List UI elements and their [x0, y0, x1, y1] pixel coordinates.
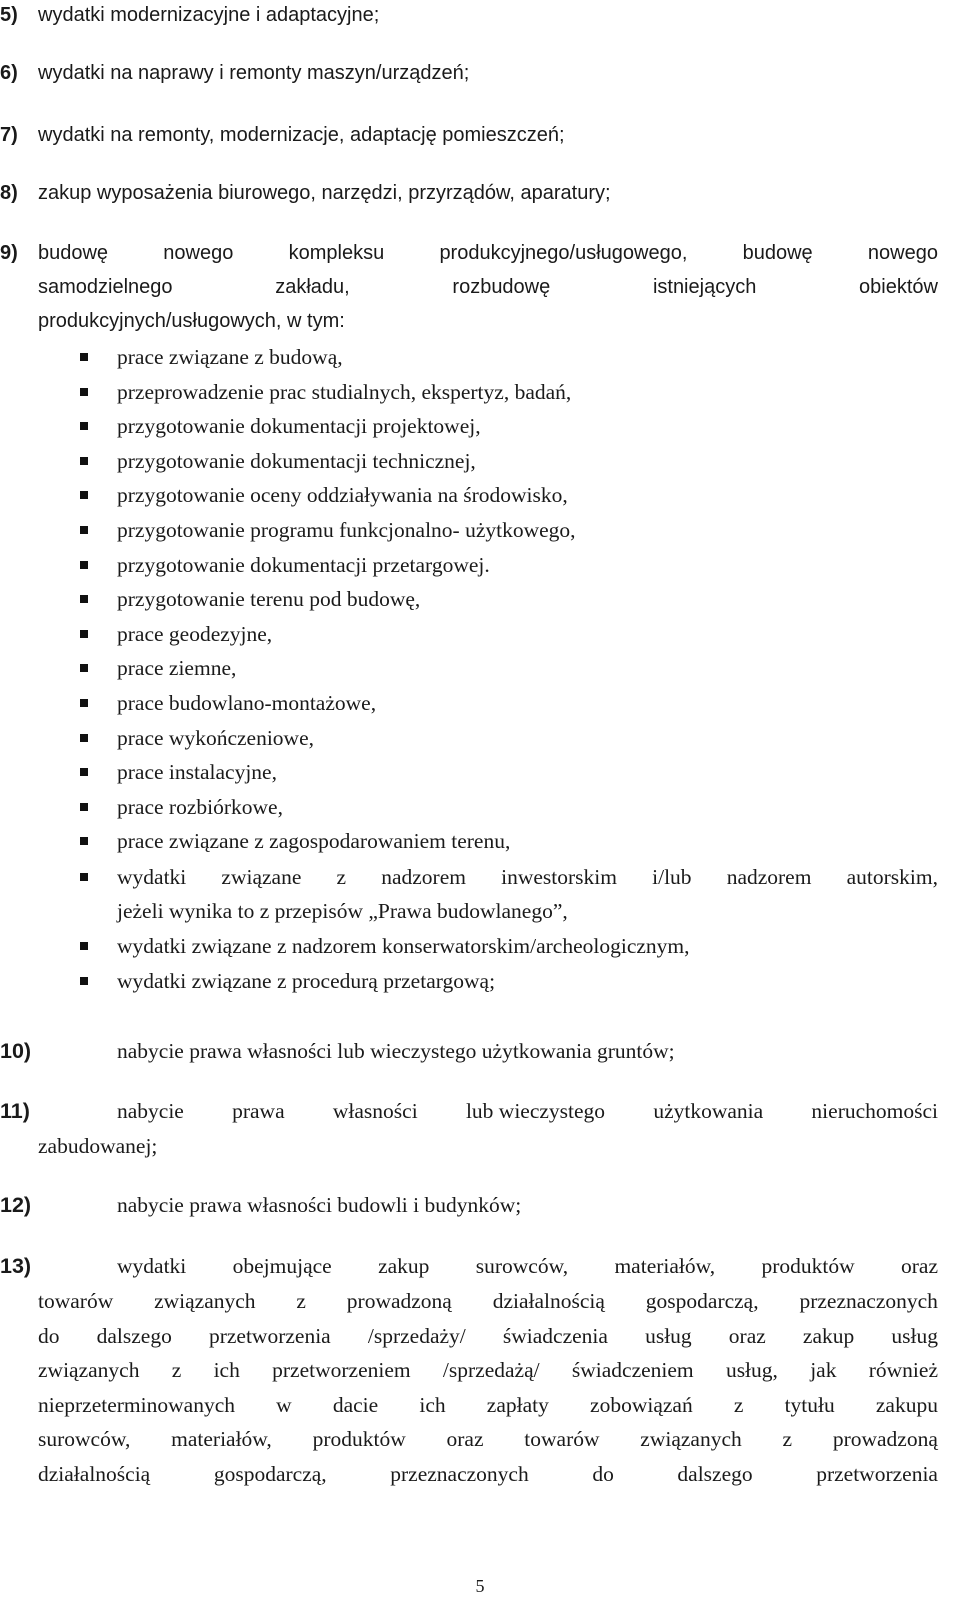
square-bullet-icon	[80, 422, 88, 430]
list-item-7	[0, 120, 565, 150]
list-item-5	[0, 0, 380, 30]
item-text: wydatki modernizacyjne i adaptacyjne;	[38, 4, 380, 26]
item-number: 8)	[0, 182, 18, 204]
item-number: 7)	[0, 124, 18, 146]
item-text-line: związanych z ich przetworzeniem /sprzedażą/ świadczeniem usług, jak również	[38, 1358, 938, 1383]
item-text-line: samodzielnego zakładu, rozbudowę istniejących obiektów	[38, 276, 938, 298]
page-number: 5	[475, 1576, 485, 1596]
item-text-line: towarów związanych z prowadzoną działalnością gospodarczą, przeznaczonych	[38, 1289, 938, 1313]
square-bullet-icon	[80, 873, 88, 881]
square-bullet-icon	[80, 803, 88, 811]
square-bullet-icon	[80, 837, 88, 845]
item-number: 9)	[0, 242, 18, 264]
square-bullet-icon	[80, 942, 88, 950]
item-number: 13)	[0, 1254, 32, 1278]
item-text: nabycie prawa własności lub wieczystego użytkowania gruntów;	[117, 1039, 675, 1063]
list-item-10	[0, 1036, 675, 1066]
square-bullet-icon	[80, 491, 88, 499]
list-item-8	[0, 178, 611, 208]
item-text-line: nieprzeterminowanych w dacie ich zapłaty zobowiązań z tytułu zakupu	[38, 1392, 938, 1417]
item-text: wydatki na remonty, modernizacje, adaptację pomieszczeń;	[38, 124, 565, 146]
square-bullet-icon	[80, 526, 88, 534]
square-bullet-icon	[80, 388, 88, 396]
item-text: nabycie prawa własności budowli i budynków;	[117, 1193, 522, 1217]
item-number: 11)	[0, 1099, 30, 1123]
item-text-line: produkcyjnych/usługowych, w tym:	[38, 310, 345, 332]
square-bullet-icon	[80, 664, 88, 672]
item-text-line: budowę nowego kompleksu produkcyjnego/usługowego, budowę nowego	[38, 242, 938, 264]
square-bullet-icon	[80, 595, 88, 603]
item-number: 6)	[0, 62, 18, 84]
square-bullet-icon	[80, 699, 88, 707]
square-bullet-icon	[80, 734, 88, 742]
square-bullet-icon	[80, 768, 88, 776]
square-bullet-icon	[80, 561, 88, 569]
square-bullet-icon	[80, 630, 88, 638]
list-item-11: 11) nabycie prawa własności lub wieczystego użytkowania nieruchomości	[0, 1099, 938, 1123]
square-bullet-icon	[80, 353, 88, 361]
list-item-12	[0, 1190, 522, 1220]
item-text-line: surowców, materiałów, produktów oraz towarów związanych z prowadzoną	[38, 1427, 938, 1452]
square-bullet-icon	[80, 977, 88, 985]
list-item-13: 13) wydatki obejmujące zakup surowców, materiałów, produktów oraz	[0, 1254, 938, 1278]
item-text-line: zabudowanej;	[38, 1134, 158, 1158]
item-number: 12)	[0, 1193, 32, 1217]
item-text: zakup wyposażenia biurowego, narzędzi, przyrządów, aparatury;	[38, 182, 611, 204]
item-number: 10)	[0, 1039, 32, 1063]
square-bullet-icon	[80, 457, 88, 465]
item-number: 5)	[0, 4, 18, 26]
document-page: 5) wydatki modernizacyjne i adaptacyjne; 6) wydatki na naprawy i remonty maszyn/urządzeń; 7) wydatki na remonty, modernizacje, adaptację pomieszczeń; 8) zakup wyposażenia biurowego, narzędzi, przyrządów, aparatury; 9) budowę nowego kompleksu produkcyjnego/usługowego, budowę nowego samodzielnego zakładu, rozbudowę istniejących obiektów produkcyjnych/usługowych, w tym: prace związane z budową, przeprowadzenie prac studialnych, ekspertyz, badań, przygotowanie dokumentacji projektowej, przygotowanie dokumentacji technicznej, przygotowanie oceny oddziaływania na środowisko, przygotowanie programu funkcjonalno- użytkowego, przygotowanie dokumentacji przetargowej. przygotowanie terenu pod budowę, prace geodezyjne, prace ziemne, prace budowlano-montażowe, prace wykończeniowe, prace instalacyjne, prace rozbiórkowe, prace związane z zagospodarowaniem terenu, wydatki związane z nadzorem inwestorskim i/lub nadzorem autorskim, jeżeli wynika to z przepisów „Prawa budowlanego”, wydatki związane z nadzorem konserwatorskim/archeologicznym, wydatki związane z procedurą przetargową; 10) nabycie prawa własności lub wieczystego użytkowania gruntów; 11) nabycie prawa własności lub wieczystego użytkowania nieruchomości zabudowanej; 12) nabycie prawa własności budowli i budynków; 13) wydatki obejmujące zakup surowców, materiałów, produktów oraz towarów związanych z prowadzoną działalnością gospodarczą, przeznaczonych do dalszego przetworzenia /sprzedaży/ świadczenia usług oraz zakup usług związanych z ich przetworzeniem /sprzedażą/ świadczeniem usług, jak również nieprzeterminowanych w dacie ich zapłaty zobowiązań z tytułu zakupu surowców, materiałów, produktów oraz towarów związanych z prowadzoną działalnością gospodarczą, przeznaczonych do dalszego przetworzenia 5	[0, 0, 960, 1604]
item-text-line: działalnością gospodarczą, przeznaczonych do dalszego przetworzenia	[38, 1462, 938, 1486]
list-item-6	[0, 58, 470, 88]
bullet-item-continuation: jeżeli wynika to z przepisów „Prawa budowlanego”,	[117, 899, 568, 923]
item-text: wydatki na naprawy i remonty maszyn/urządzeń;	[38, 62, 470, 84]
list-item-9	[0, 238, 938, 268]
item-text-line: do dalszego przetworzenia /sprzedaży/ świadczenia usług oraz zakup usług	[38, 1323, 938, 1348]
